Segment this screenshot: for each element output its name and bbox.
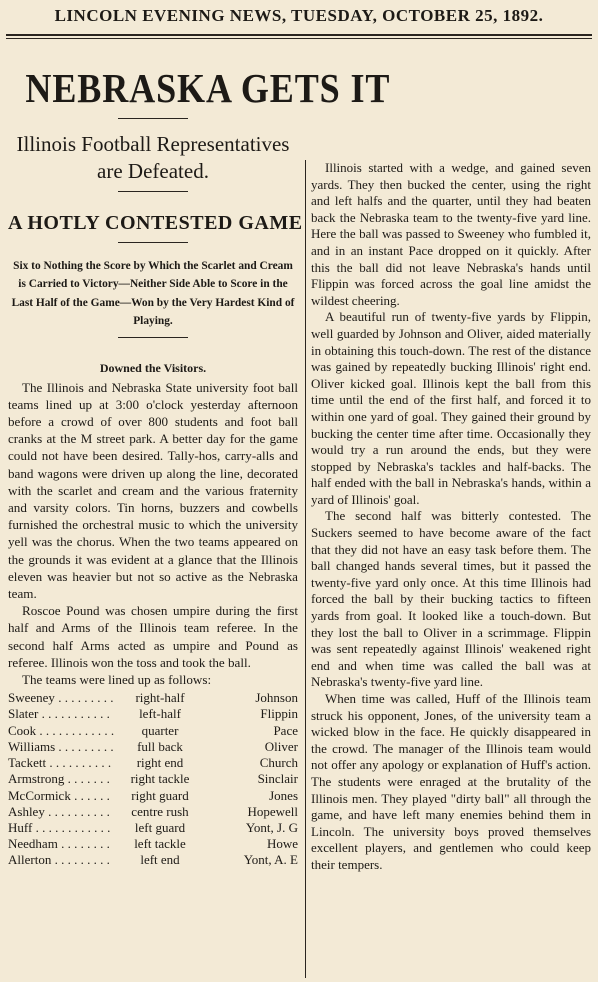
lineup-position: left-half bbox=[139, 706, 181, 722]
lineup-nebraska-player: Armstrong . . . bbox=[8, 771, 114, 787]
lineup-position: left end bbox=[140, 852, 180, 868]
lineup-nebraska-player: Slater . . . bbox=[8, 706, 114, 722]
right-column bbox=[311, 160, 591, 874]
paragraph: When time was called, Huff of the Illinois team struck his opponent, Jones, of the university team a wicked blow in the face. He quickly disappeared in the crowd. The manager of the Illinois team would not offer any apology or explanation of Huff's action. The students were enraged at the brutality of the Illinois men. They played "dirty ball" all through the game, and have left many enemies behind them in Lincoln. The university boys proved themselves excellent players, and gentlemen who could keep their tempers. bbox=[311, 691, 591, 872]
lineup-intro: The teams were lined up as follows: bbox=[22, 672, 212, 688]
lineup-nebraska-player: Sweeney . . . bbox=[8, 690, 114, 706]
lineup-illinois-player: Flippin bbox=[260, 706, 298, 722]
lineup-row bbox=[8, 755, 298, 771]
lineup-nebraska-player: McCormick . . . bbox=[8, 788, 114, 804]
lineup-row bbox=[8, 852, 298, 868]
lineup-row bbox=[8, 836, 298, 852]
paragraph: The Illinois and Nebraska State university foot ball teams lined up at 3:00 o'clock yesterday afternoon before a crowd of over 800 students and foot ball cranks at the M street park. A better day for the game could not have been desired. Tally-hos, carry-alls and band wagons were driven up along the line, decorated with the scarlet and cream and the various fraternity and varsity colors. Tin horns, buzzers and cowbells furnished the orchestral music to which the university yell was the chorus. When the two teams appeared on the grounds it was evident at a glance that the Illinois eleven was heavier but not so active as the Nebraska team. bbox=[8, 379, 298, 602]
lineup-position: centre rush bbox=[131, 803, 189, 819]
lineup-row bbox=[8, 723, 298, 739]
lineup-illinois-player: Oliver bbox=[264, 738, 298, 754]
lineup-nebraska-player: Huff . . . bbox=[8, 820, 114, 836]
separator bbox=[118, 191, 188, 192]
column-divider bbox=[305, 160, 306, 978]
lineup-position: left guard bbox=[134, 819, 186, 835]
lineup-nebraska-player: Ashley . . . bbox=[8, 804, 114, 820]
lineup-row bbox=[8, 771, 298, 787]
lineup-nebraska-player: Needham . . . bbox=[8, 836, 114, 852]
left-column bbox=[8, 42, 391, 869]
lineup-illinois-player: Johnson bbox=[255, 690, 298, 706]
lineup-nebraska-player: Cook . . . bbox=[8, 723, 114, 739]
lineup-position: right-half bbox=[135, 690, 185, 706]
paragraph: A beautiful run of twenty-five yards by Flippin, well guarded by Johnson and Oliver, aided materially in obtaining this touch-down. The rest of the distance was gained by repeatedly bucking Illinois' right end. Oliver kicked goal. Illinois kept the ball from this time until the end of the first half, and forced it to within one yard of goal. They gained their ground by bucking the center time after time. Occasionally they would try a run around the ends, but they were stopped by Nebraska's tackles and half-backs. The half ended with the ball in Nebraska's hands, within a yard of Illinois' goal. bbox=[311, 309, 591, 507]
lineup-illinois-player: Church bbox=[259, 755, 298, 771]
masthead-rule-thin bbox=[6, 38, 592, 39]
masthead: LINCOLN EVENING NEWS, TUESDAY, OCTOBER 25, 1892. bbox=[54, 6, 544, 25]
lineup-row bbox=[8, 739, 298, 755]
article-body-left bbox=[8, 379, 298, 689]
separator bbox=[118, 118, 188, 119]
lineup-position: right guard bbox=[131, 787, 189, 803]
separator bbox=[118, 337, 188, 338]
lineup-illinois-player: Yont, J. G bbox=[245, 819, 298, 835]
lineup-position: right end bbox=[136, 755, 184, 771]
paragraph: Illinois started with a wedge, and gained seven yards. They then bucked the center, using the right and left halfs and the quarter, until they had beaten back the Nebraska team to the twenty-five yard line. Here the ball was passed to Sweeney who fumbled it, and in an instant Pace dropped on it quickly. After this the ball did not leave Nebraska's hands until Flippin was forced across the goal line amidst the wildest cheering. bbox=[311, 160, 591, 308]
subheadline: Illinois Football Representatives are Defeated. bbox=[16, 132, 290, 183]
paragraph: The second half was bitterly contested. The Suckers seemed to have become aware of the fact that they did not have an easy task before them. The ball changed hands several times, but it passed the twenty-five yard only once. At this time Illinois had forced the ball by their bucking tactics to fifteen yards from goal. It looked like a touch-down. But they lost the ball to Oliver in a scrimmage. Flippin was sent repeatedly against Illinois' weakened right end and when time was called the ball was at Nebraska's twenty-five yard line. bbox=[311, 508, 591, 690]
lineup-illinois-player: Hopewell bbox=[247, 803, 298, 819]
headline: NEBRASKA GETS IT bbox=[25, 65, 391, 111]
tagline: A HOTLY CONTESTED GAME bbox=[8, 212, 303, 234]
masthead-rule bbox=[6, 34, 592, 36]
lineup-row bbox=[8, 706, 298, 722]
lineup-illinois-player: Yont, A. E bbox=[243, 852, 298, 868]
lineup-illinois-player: Pace bbox=[273, 722, 298, 738]
lineup-nebraska-player: Tackett . . . bbox=[8, 755, 114, 771]
deck: Six to Nothing the Score by Which the Scarlet and Cream is Carried to Victory—Neither Side Able to Score in the Last Half of the Game—Won by the Very Hardest Kind of Playing. bbox=[11, 260, 295, 328]
lineup-row bbox=[8, 690, 298, 706]
lineup-position: right tackle bbox=[130, 771, 190, 787]
lineup-nebraska-player: Williams . . . bbox=[8, 739, 114, 755]
lineup-position: left tackle bbox=[134, 836, 186, 852]
lineup-position: full back bbox=[137, 738, 183, 754]
lineup-row bbox=[8, 820, 298, 836]
lineup-illinois-player: Jones bbox=[269, 787, 298, 803]
lineup-row bbox=[8, 788, 298, 804]
paragraph: Roscoe Pound was chosen umpire during the first half and Arms of the Illinois team referee. In the second half Arms acted as umpire and Pound as referee. Illinois won the toss and took the ball. bbox=[8, 603, 298, 670]
lineup-illinois-player: Howe bbox=[266, 836, 298, 852]
lineup-position: quarter bbox=[141, 722, 179, 738]
lineup-nebraska-player: Allerton . . . bbox=[8, 852, 114, 868]
section-head: Downed the Visitors. bbox=[99, 360, 207, 375]
lineup-table bbox=[8, 690, 298, 868]
lineup-illinois-player: Sinclair bbox=[257, 771, 298, 787]
separator bbox=[118, 242, 188, 243]
lineup-row bbox=[8, 804, 298, 820]
